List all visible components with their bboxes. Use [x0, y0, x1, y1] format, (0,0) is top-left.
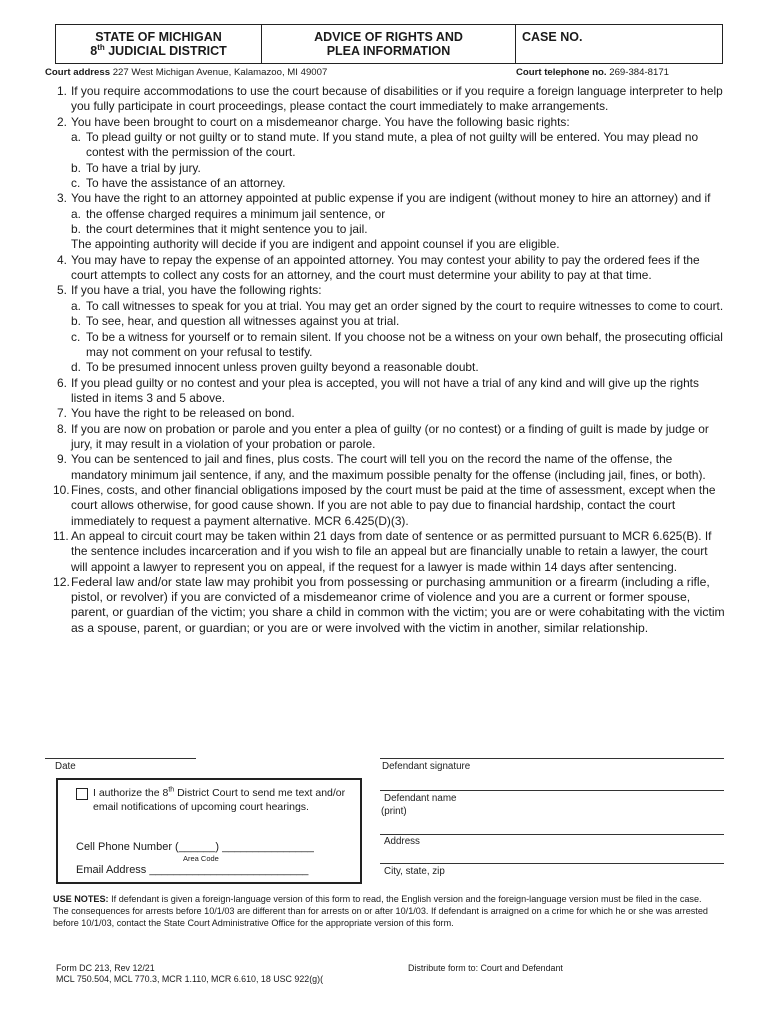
item-3: 3. You have the right to an attorney appointed at public expense if you are indigent (without money to hire an attorney) and if — [57, 191, 711, 206]
item-2: 2. You have been brought to court on a misdemeanor charge. You have the following basic rights: — [57, 114, 570, 129]
cell-phone-field[interactable]: Cell Phone Number (______) _______________ — [76, 841, 314, 853]
authorize-notifications-checkbox[interactable] — [76, 788, 88, 800]
item-5d: d. To be presumed innocent unless proven guilty beyond a reasonable doubt. — [71, 360, 479, 375]
email-address-field[interactable]: Email Address __________________________ — [76, 864, 309, 876]
item-3a: a. the offense charged requires a minimum jail sentence, or — [71, 206, 386, 221]
item-6: 6. If you plead guilty or no contest and your plea is accepted, you will not have a trial of any kind and will give up the rights listed in items 3 and 5 above. — [57, 375, 699, 405]
print-label: (print) — [381, 806, 407, 817]
item-5: 5. If you have a trial, you have the following rights: — [57, 283, 322, 298]
legal-citations: MCL 750.504, MCL 770.3, MCR 1.110, MCR 6.610, 18 USC 922(g)( — [56, 974, 324, 984]
defendant-name-label: Defendant name — [384, 793, 457, 804]
form-title-line1: ADVICE OF RIGHTS AND — [314, 30, 463, 44]
authorization-text: I authorize the 8th District Court to send me text and/or email notifications of upcoming court hearings. — [93, 786, 346, 813]
district-name: 8th JUDICIAL DISTRICT — [90, 42, 227, 58]
case-number-label: CASE NO. — [522, 30, 583, 44]
notification-authorization-box — [56, 778, 362, 884]
item-4: 4. You may have to repay the expense of an appointed attorney. You may contest your ability to pay the ordered fees if the court attempts to collect any costs for an attorney, and the court must determine your ability to pay at that time. — [57, 252, 700, 283]
city-state-zip-line[interactable] — [380, 863, 724, 864]
form-header — [55, 24, 723, 64]
item-8: 8. If you are now on probation or parole and you enter a plea of guilty (or no contest) or a finding of guilt is made by judge or jury, it may result in a violation of your probation or parole. — [57, 421, 709, 451]
item-5a: a. To call witnesses to speak for you at trial. You may get an order signed by the court to require witnesses to come to court. — [71, 298, 724, 313]
item-3-tail: The appointing authority will decide if you are indigent and appoint counsel if you are eligible. — [71, 237, 560, 252]
item-11: 11. An appeal to circuit court may be taken within 21 days from date of sentence or as permitted pursuant to MCR 6.625(B). If the sentence includes incarceration and if you wish to file an appeal but are financially unable to retain a lawyer, the court will appoint a lawyer to represent you on appeal, if the request for a lawyer is made within 14 days after sentencing. — [53, 528, 712, 574]
address-label: Address — [384, 836, 420, 847]
rights-list — [45, 84, 725, 636]
address-line[interactable] — [380, 834, 724, 835]
form-title-cell — [262, 25, 516, 63]
item-5b: b. To see, hear, and question all witnesses against you at trial. — [71, 314, 400, 329]
item-1: 1. If you require accommodations to use the court because of disabilities or if you require a foreign language interpreter to help you fully participate in court proceedings, please contact the court immediately to make arrangements. — [57, 84, 723, 114]
date-label: Date — [55, 761, 76, 772]
item-2b: b. To have a trial by jury. — [71, 160, 201, 175]
distribution-note: Distribute form to: Court and Defendant — [408, 963, 563, 973]
form-id: Form DC 213, Rev 12/21 — [56, 963, 155, 973]
item-7: 7. You have the right to be released on bond. — [57, 406, 295, 421]
defendant-name-line[interactable] — [380, 790, 724, 791]
court-name-cell — [56, 25, 262, 63]
defendant-signature-label: Defendant signature — [382, 761, 471, 772]
item-9: 9. You can be sentenced to jail and fines, plus costs. The court will tell you on the record the name of the offense, the mandatory minimum jail sentence, if any, and the maximum possible penalty for the offense (including jail, fines, or both). — [57, 452, 706, 482]
item-2c: c. To have the assistance of an attorney. — [71, 176, 286, 191]
city-state-zip-label: City, state, zip — [384, 866, 445, 877]
form-title-line2: PLEA INFORMATION — [326, 44, 451, 58]
state-name: STATE OF MICHIGAN — [95, 30, 222, 44]
area-code-label: Area Code — [183, 854, 219, 863]
item-2a: a. To plead guilty or not guilty or to stand mute. If you stand mute, a plea of not guilty will be entered. You may plead no contest with the permission of the court. — [71, 130, 699, 160]
use-notes — [53, 894, 725, 929]
court-address: Court address 227 West Michigan Avenue, Kalamazoo, MI 49007 — [45, 67, 328, 78]
form-footer — [56, 963, 323, 985]
item-10: 10. Fines, costs, and other financial obligations imposed by the court must be paid at the time of assessment, except when the court allows otherwise, for good cause shown. If you are not able to pay due to financial hardship, contact the court immediately to request a payment alternative. MCR 6.425(D)(3). — [53, 482, 716, 528]
use-notes-line1: USE NOTES: If defendant is given a foreign-language version of this form to read, the English version and the foreign-language version must be filed in the case. — [53, 894, 702, 904]
item-5c: c. To be a witness for yourself or to remain silent. If you choose not be a witness on your own behalf, the prosecuting official may not comment on your refusal to testify. — [71, 329, 723, 359]
court-telephone: Court telephone no. 269-384-8171 — [515, 67, 669, 78]
case-number-cell[interactable] — [516, 25, 722, 63]
item-12: 12. Federal law and/or state law may prohibit you from possessing or purchasing ammunition or a firearm (including a rifle, pistol, or revolver) if you are convicted of a misdemeanor crime of violence and you are a current or former spouse, parent, or guardian of the victim; you share a child in common with the victim; you are or were cohabitating with the victim as a spouse, parent, or guardian; or you are or were involved with the victim in another, similar relationship. — [53, 575, 725, 635]
use-notes-line2: The consequences for arrests before 10/1/03 are different than for arrests on or after 10/1/03. If defendant is arraigned on a crime for which he or she was arrested before 10/1/03, contact the State Court Administrative Office for the appropriate version of this form. — [53, 905, 708, 928]
court-contact-line — [45, 67, 725, 78]
date-line[interactable] — [45, 758, 196, 759]
item-3b: b. the court determines that it might sentence you to jail. — [71, 222, 368, 237]
defendant-signature-line[interactable] — [380, 758, 724, 759]
